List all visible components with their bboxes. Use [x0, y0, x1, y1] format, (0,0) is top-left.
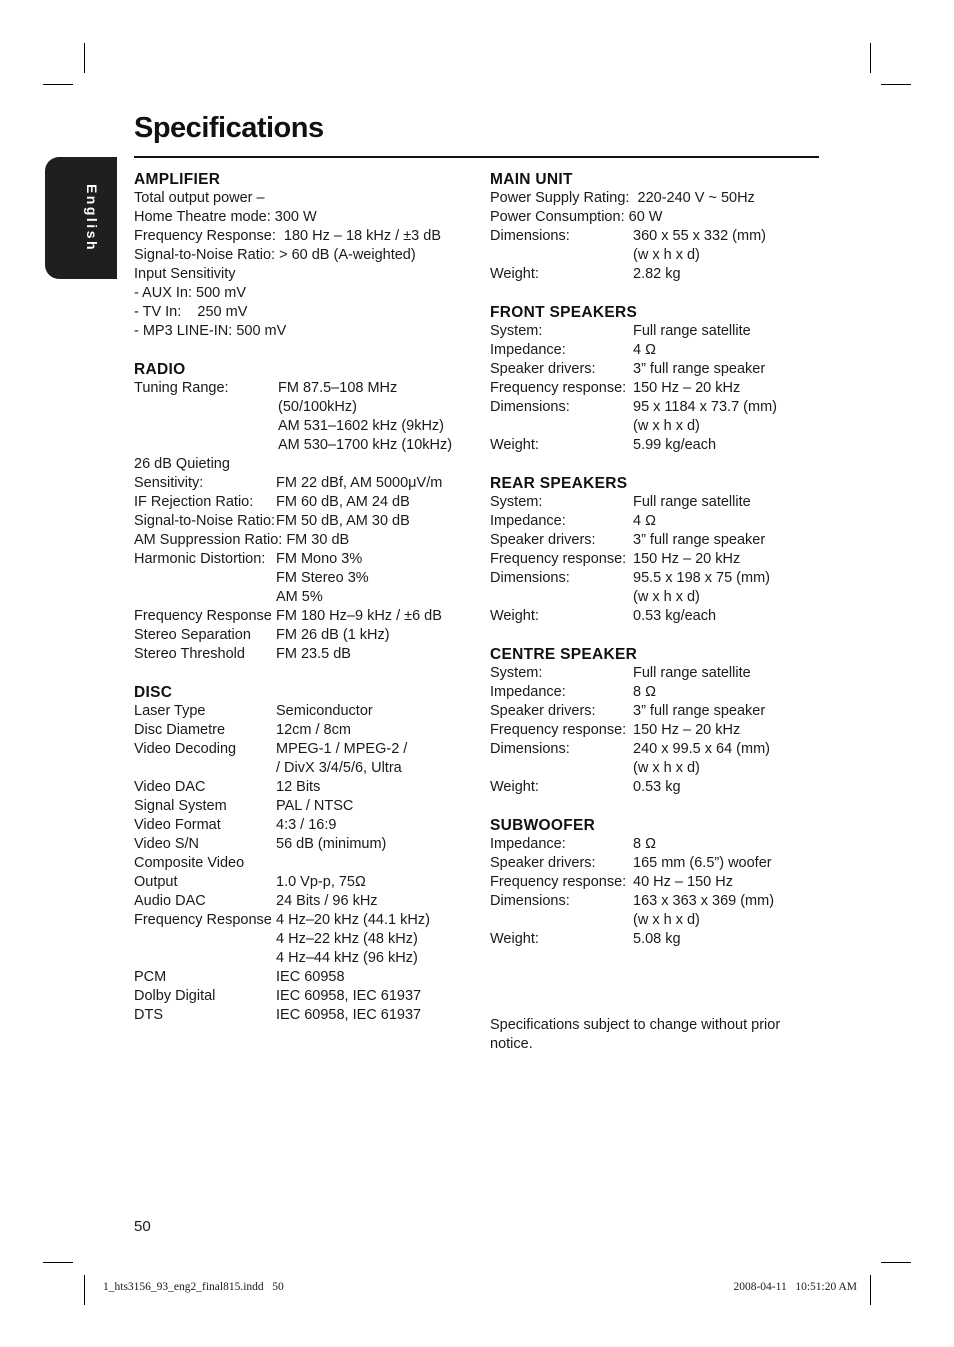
- spec-value: / DivX 3/4/5/6, Ultra: [276, 760, 402, 776]
- spec-label: Home Theatre mode:: [134, 209, 271, 225]
- section-heading: SUBWOOFER: [490, 817, 596, 834]
- spec-row: [134, 778, 474, 797]
- spec-row: [134, 835, 474, 854]
- spec-value: 300 W: [274, 209, 317, 225]
- spec-row: [134, 550, 474, 569]
- spec-value: (w x h x d): [633, 589, 700, 605]
- disc-section: [134, 683, 474, 1025]
- crop-mark: [881, 84, 911, 85]
- spec-row: [490, 569, 810, 588]
- spec-value: 4 Ω: [633, 342, 656, 358]
- front-speakers-section: [490, 303, 810, 455]
- spec-row: [490, 531, 810, 550]
- spec-value: 220-240 V ~ 50Hz: [637, 190, 755, 206]
- spec-label: Stereo Threshold: [134, 646, 245, 662]
- spec-line: 26 dB Quieting: [134, 456, 230, 472]
- crop-mark: [870, 1275, 871, 1305]
- spec-value: Semiconductor: [276, 703, 373, 719]
- spec-value: FM 50 dB, AM 30 dB: [276, 513, 410, 529]
- spec-value: 5.08 kg: [633, 931, 681, 947]
- spec-label: Laser Type: [134, 703, 206, 719]
- crop-mark: [870, 43, 871, 73]
- spec-value: IEC 60958, IEC 61937: [276, 1007, 422, 1023]
- spec-value: 56 dB (minimum): [276, 836, 387, 852]
- language-tab: [45, 157, 117, 279]
- spec-label: Output: [134, 874, 178, 890]
- spec-row: [134, 797, 474, 816]
- crop-mark: [881, 1262, 911, 1263]
- spec-value: 4 Hz–44 kHz (96 kHz): [276, 950, 418, 966]
- spec-value: (w x h x d): [633, 418, 700, 434]
- spec-row: [134, 474, 474, 493]
- spec-value: (50/100kHz): [278, 399, 357, 415]
- spec-value: FM 22 dBf, AM 5000μV/m: [276, 475, 443, 491]
- spec-value: 95 x 1184 x 73.7 (mm): [633, 399, 777, 415]
- spec-label: Frequency response:: [490, 874, 627, 890]
- spec-value: 2.82 kg: [633, 266, 681, 282]
- centre-speaker-section: [490, 645, 810, 797]
- spec-row: [490, 265, 810, 284]
- amplifier-section: [134, 170, 474, 341]
- spec-value: 4 Hz–22 kHz (48 kHz): [276, 931, 418, 947]
- spec-row: [490, 341, 810, 360]
- spec-value: > 60 dB (A-weighted): [279, 247, 416, 263]
- crop-mark: [84, 43, 85, 73]
- spec-value: 12 Bits: [276, 779, 321, 795]
- spec-row: [134, 208, 474, 227]
- spec-row: [490, 398, 810, 417]
- spec-label: AM Suppression Ratio:: [134, 532, 283, 548]
- spec-label: Video Format: [134, 817, 221, 833]
- section-heading: DISC: [134, 684, 173, 701]
- spec-label: Video S/N: [134, 836, 200, 852]
- spec-value: 1.0 Vp-p, 75Ω: [276, 874, 366, 890]
- spec-label: Impedance:: [490, 836, 566, 852]
- spec-label: System:: [490, 494, 543, 510]
- spec-label: Speaker drivers:: [490, 532, 596, 548]
- section-heading: MAIN UNIT: [490, 171, 573, 188]
- spec-row: [134, 645, 474, 664]
- spec-label: Frequency Response: [134, 912, 272, 928]
- spec-row: [490, 417, 810, 436]
- spec-row: [134, 873, 474, 892]
- spec-row: [490, 873, 810, 892]
- spec-label: PCM: [134, 969, 167, 985]
- spec-label: DTS: [134, 1007, 163, 1023]
- spec-row: [490, 208, 810, 227]
- spec-row: [490, 227, 810, 246]
- language-tab-label: English: [84, 183, 100, 253]
- spec-value: 180 Hz – 18 kHz / ±3 dB: [283, 228, 441, 244]
- spec-row: [490, 930, 810, 949]
- spec-value: 0.53 kg/each: [633, 608, 717, 624]
- spec-label: Signal-to-Noise Ratio:: [134, 513, 276, 529]
- spec-row: [134, 246, 474, 265]
- spec-label: Frequency response:: [490, 380, 627, 396]
- spec-value: 3” full range speaker: [633, 361, 766, 377]
- spec-label: - TV In:: [134, 304, 182, 320]
- spec-row: [490, 588, 810, 607]
- spec-row: [490, 778, 810, 797]
- spec-label: Signal System: [134, 798, 227, 814]
- spec-value: 165 mm (6.5”) woofer: [633, 855, 772, 871]
- spec-value: 150 Hz – 20 kHz: [633, 551, 741, 567]
- spec-line: Total output power –: [134, 190, 265, 206]
- spec-row: [134, 987, 474, 1006]
- spec-value: FM Stereo 3%: [276, 570, 369, 586]
- spec-value: (w x h x d): [633, 247, 700, 263]
- spec-row: [490, 911, 810, 930]
- spec-label: Tuning Range:: [134, 380, 229, 396]
- spec-label: Impedance:: [490, 513, 566, 529]
- spec-row: [490, 493, 810, 512]
- spec-row: [134, 588, 474, 607]
- spec-label: Weight:: [490, 779, 539, 795]
- spec-row: [490, 189, 810, 208]
- section-heading: CENTRE SPEAKER: [490, 646, 638, 663]
- spec-value: AM 5%: [276, 589, 323, 605]
- spec-label: Video Decoding: [134, 741, 237, 757]
- spec-value: 8 Ω: [633, 836, 656, 852]
- spec-label: Dimensions:: [490, 893, 570, 909]
- spec-label: Video DAC: [134, 779, 206, 795]
- main-unit-section: [490, 170, 810, 284]
- crop-mark: [43, 84, 73, 85]
- spec-value: Full range satellite: [633, 323, 751, 339]
- spec-label: System:: [490, 665, 543, 681]
- spec-row: [490, 740, 810, 759]
- spec-row: [490, 664, 810, 683]
- spec-row: [134, 607, 474, 626]
- spec-value: FM 23.5 dB: [276, 646, 351, 662]
- spec-row: [134, 398, 474, 417]
- spec-value: 240 x 99.5 x 64 (mm): [633, 741, 770, 757]
- spec-row: [134, 227, 474, 246]
- spec-value: AM 530–1700 kHz (10kHz): [278, 437, 453, 453]
- section-heading: FRONT SPEAKERS: [490, 304, 638, 321]
- spec-row: [490, 379, 810, 398]
- spec-row: [134, 1006, 474, 1025]
- spec-value: 150 Hz – 20 kHz: [633, 722, 741, 738]
- spec-row: [134, 626, 474, 645]
- spec-row: [490, 607, 810, 626]
- title-rule: [134, 156, 819, 158]
- spec-label: Speaker drivers:: [490, 703, 596, 719]
- spec-value: FM 30 dB: [286, 532, 350, 548]
- spec-value: 4:3 / 16:9: [276, 817, 337, 833]
- spec-label: Harmonic Distortion:: [134, 551, 266, 567]
- footer-file-info: 1_hts3156_93_eng2_final815.indd 50: [103, 1281, 284, 1293]
- spec-label: Weight:: [490, 931, 539, 947]
- spec-row: [134, 740, 474, 759]
- spec-label: Frequency response:: [490, 722, 627, 738]
- left-column: [134, 170, 474, 1044]
- spec-label: Weight:: [490, 608, 539, 624]
- spec-row: [490, 512, 810, 531]
- spec-label: Sensitivity:: [134, 475, 204, 491]
- spec-label: Dolby Digital: [134, 988, 216, 1004]
- spec-value: AM 531–1602 kHz (9kHz): [278, 418, 445, 434]
- spec-value: 0.53 kg: [633, 779, 681, 795]
- spec-value: 12cm / 8cm: [276, 722, 351, 738]
- spec-value: 3” full range speaker: [633, 532, 766, 548]
- spec-label: Dimensions:: [490, 228, 570, 244]
- crop-mark: [84, 1275, 85, 1305]
- spec-value: PAL / NTSC: [276, 798, 354, 814]
- spec-value: Full range satellite: [633, 665, 751, 681]
- spec-row: [134, 493, 474, 512]
- spec-row: [490, 550, 810, 569]
- spec-value: 4 Hz–20 kHz (44.1 kHz): [276, 912, 430, 928]
- spec-row: [490, 246, 810, 265]
- spec-row: [134, 911, 474, 930]
- spec-label: Speaker drivers:: [490, 361, 596, 377]
- spec-value: 60 W: [628, 209, 663, 225]
- spec-label: Impedance:: [490, 684, 566, 700]
- spec-label: Audio DAC: [134, 893, 206, 909]
- spec-value: IEC 60958, IEC 61937: [276, 988, 422, 1004]
- spec-value: FM 180 Hz–9 kHz / ±6 dB: [276, 608, 442, 624]
- spec-label: Power Supply Rating:: [490, 190, 630, 206]
- spec-value: 5.99 kg/each: [633, 437, 717, 453]
- spec-row: [490, 759, 810, 778]
- spec-line: Input Sensitivity: [134, 266, 236, 282]
- spec-value: 4 Ω: [633, 513, 656, 529]
- spec-value: 163 x 363 x 369 (mm): [633, 893, 775, 909]
- page-title: Specifications: [134, 112, 324, 144]
- spec-label: Weight:: [490, 266, 539, 282]
- spec-row: [134, 759, 474, 778]
- spec-label: Dimensions:: [490, 570, 570, 586]
- spec-value: 24 Bits / 96 kHz: [276, 893, 378, 909]
- spec-label: Weight:: [490, 437, 539, 453]
- spec-value: 3” full range speaker: [633, 703, 766, 719]
- spec-row: [490, 854, 810, 873]
- spec-label: Power Consumption:: [490, 209, 625, 225]
- spec-label: Impedance:: [490, 342, 566, 358]
- change-notice: Specifications subject to change without prior notice.: [490, 1017, 781, 1052]
- spec-label: Dimensions:: [490, 399, 570, 415]
- spec-row: [134, 968, 474, 987]
- spec-label: Signal-to-Noise Ratio:: [134, 247, 276, 263]
- spec-label: Dimensions:: [490, 741, 570, 757]
- spec-value: 360 x 55 x 332 (mm): [633, 228, 766, 244]
- spec-line: Composite Video: [134, 855, 245, 871]
- crop-mark: [43, 1262, 73, 1263]
- spec-label: Speaker drivers:: [490, 855, 596, 871]
- spec-row: [134, 512, 474, 531]
- spec-value: 150 Hz – 20 kHz: [633, 380, 741, 396]
- spec-value: (w x h x d): [633, 760, 700, 776]
- spec-value: FM 60 dB, AM 24 dB: [276, 494, 410, 510]
- spec-label: Stereo Separation: [134, 627, 251, 643]
- spec-value: (w x h x d): [633, 912, 700, 928]
- spec-value: 8 Ω: [633, 684, 656, 700]
- spec-label: Frequency response:: [490, 551, 627, 567]
- spec-value: Full range satellite: [633, 494, 751, 510]
- spec-row: [134, 303, 474, 322]
- spec-row: [490, 721, 810, 740]
- spec-row: [490, 835, 810, 854]
- spec-row: [490, 892, 810, 911]
- spec-row: [134, 816, 474, 835]
- spec-row: [134, 721, 474, 740]
- section-heading: AMPLIFIER: [134, 171, 221, 188]
- spec-row: [490, 436, 810, 455]
- spec-value: FM 26 dB (1 kHz): [276, 627, 390, 643]
- rear-speakers-section: [490, 474, 810, 626]
- spec-row: [134, 379, 474, 398]
- spec-label: IF Rejection Ratio:: [134, 494, 254, 510]
- page-number: 50: [134, 1218, 151, 1235]
- spec-label: Disc Diametre: [134, 722, 226, 738]
- spec-row: [134, 417, 474, 436]
- spec-row: [490, 702, 810, 721]
- spec-value: FM 87.5–108 MHz: [278, 380, 398, 396]
- spec-row: [134, 702, 474, 721]
- spec-row: [490, 360, 810, 379]
- subwoofer-section: [490, 816, 810, 949]
- spec-row: [134, 531, 474, 550]
- spec-row: [134, 892, 474, 911]
- spec-label: System:: [490, 323, 543, 339]
- spec-row: [490, 322, 810, 341]
- spec-row: [490, 683, 810, 702]
- footer-timestamp: 2008-04-11 10:51:20 AM: [733, 1281, 857, 1293]
- spec-value: IEC 60958: [276, 969, 345, 985]
- spec-value: 95.5 x 198 x 75 (mm): [633, 570, 770, 586]
- right-column: [490, 170, 810, 968]
- spec-row: [134, 569, 474, 588]
- spec-value: 40 Hz – 150 Hz: [633, 874, 733, 890]
- spec-label: Frequency Response:: [134, 228, 276, 244]
- spec-value: FM Mono 3%: [276, 551, 363, 567]
- spec-row: [134, 949, 474, 968]
- spec-label: Frequency Response: [134, 608, 272, 624]
- spec-line: - AUX In: 500 mV: [134, 285, 247, 301]
- section-heading: REAR SPEAKERS: [490, 475, 628, 492]
- spec-row: [134, 930, 474, 949]
- section-heading: RADIO: [134, 361, 186, 378]
- radio-section: [134, 360, 474, 664]
- spec-line: - MP3 LINE-IN: 500 mV: [134, 323, 287, 339]
- spec-value: 250 mV: [197, 304, 248, 320]
- spec-value: MPEG-1 / MPEG-2 /: [276, 741, 408, 757]
- spec-row: [134, 436, 474, 455]
